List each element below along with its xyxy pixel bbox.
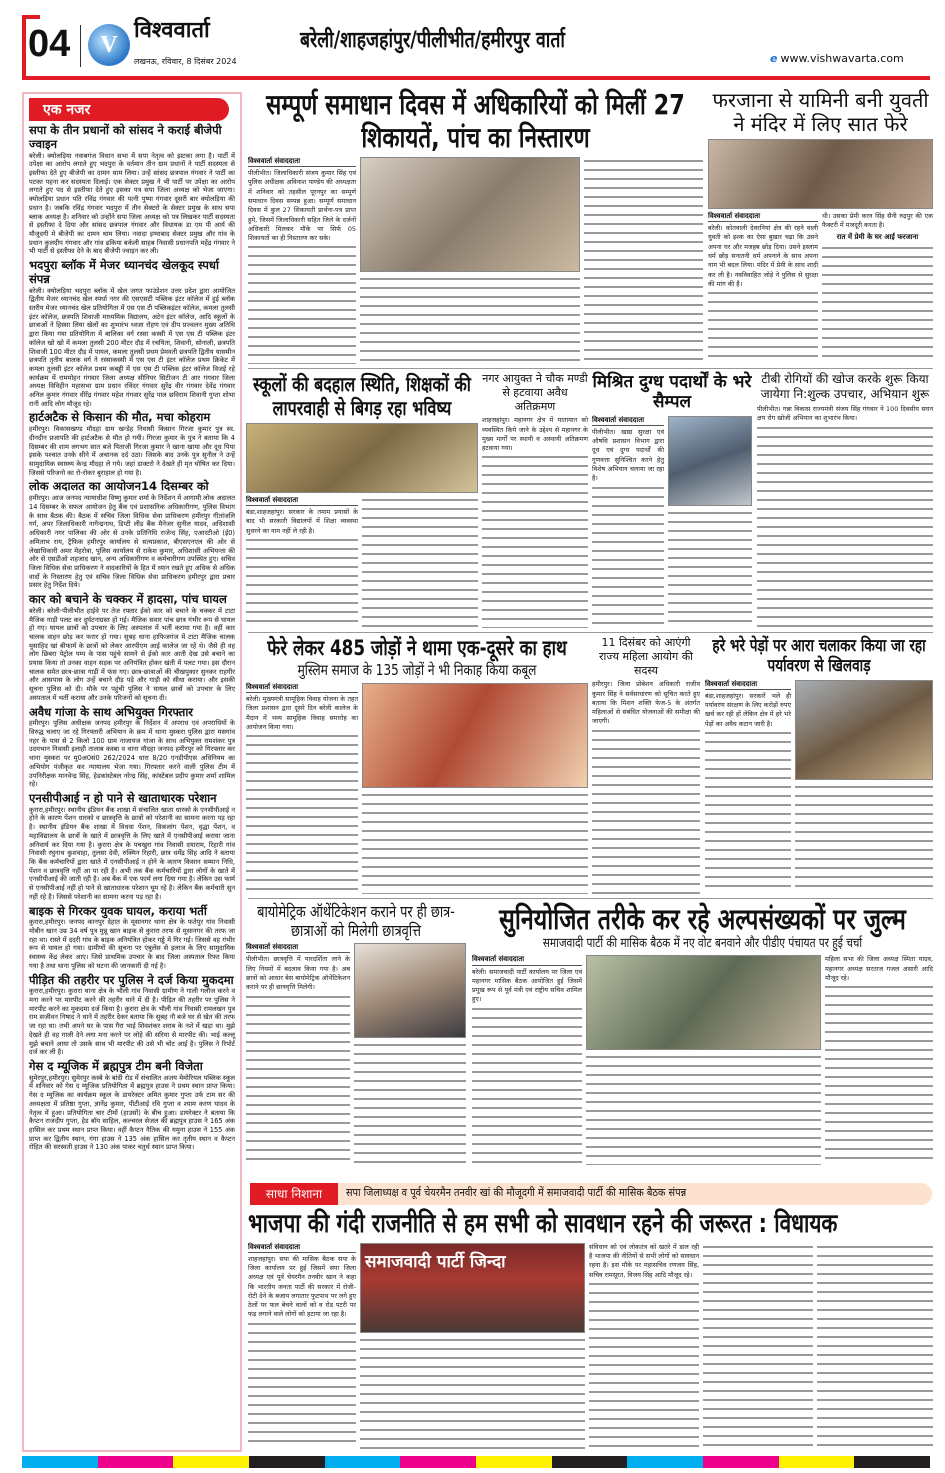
marriage-story — [246, 636, 588, 894]
byline: विश्ववार्ता संवाददाता — [592, 416, 664, 426]
main-headline: सम्पूर्ण समाधान दिवस में अधिकारियों को मिलीं 27 शिकायतें, पांच का निस्तारण — [266, 88, 685, 155]
ek-nazar-column — [22, 92, 242, 1452]
brief-body: हमीरपुर। आज जनपद न्यायाधीश विष्णु कुमार शर्मा के निर्देशन में आगामी लोक अदालत 14 दिसम्बर के सफल आयोजन हेतु बैंक एवं प्रशासनिक अधिकारीगण, पुलिस विभाग के साथ बैठक की। बैठक में सचिव जिला विधिक सेवा प्राधिकरण हमीरपुर गीतांजलि गर्ग, अपर जिलाधिकारी नागेन्द्रनाथ, डिप्टी लीड बैंक मैनेजर सुनील यादव, अधिशासी अधिकारी नगर पालिका की ओर से उनके प्रतिनिधि राजेन्द सिंह, एआरटीओ (ई0) अमिताभ राय, ट्रैफिक हमीरपुर कार्यालय से सत्यप्रकाश, बीएसएनएल की ओर से लेखाधिकारी अमर मेहरोत्रा, पुलिस कार्यालय से राकेश कुमार, अधिशासी अभियन्ता की ओर से एसडीओ शहजाद खान, अन्य अधिकारीगण व कर्मचारीगण उपस्थित हुए। सचिव जिला विधिक सेवा प्राधिकरण ने वादकारियों के हित में ध्यान रखते हुए अधिक से अधिक वादों के निस्तारण हेतु एवं सचिव जिला विधिक सेवा प्राधिकरण हमीरपुर द्वारा प्रचार प्रसार हेतु निर्देश दिये। — [29, 494, 235, 590]
marriage-lead: बरेली। मुख्यमंत्री सामूहिक विवाह योजना के तहत जिला प्रशासन द्वारा दूसरे दिन बरेली कालेज के मैदान में भव्य सामूहिक विवाह समारोह का आयोजन किया गया। — [246, 695, 358, 731]
byline: विश्ववार्ता संवाददाता — [246, 683, 358, 693]
byline: विश्ववार्ता संवाददाता — [472, 955, 582, 965]
marriage-text — [362, 791, 588, 894]
minorities-subheadline: समाजवादी पार्टी की मासिक बैठक में नए वोट बनवाने और पीडीए पंचायत पर हुई चर्चा — [542, 936, 863, 952]
website-link[interactable] — [770, 52, 904, 65]
divider — [80, 25, 81, 67]
brief-body: सुमेरपुर,हमीरपुर। सुमेरपुर कस्बे के बांदी रोड में संचालित अजय मेमोरियल पब्लिक स्कूल में शनिवार को गेस द म्यूजिक प्रतियोगिता में ब्रह्मपुत्र हाउस ने प्रथम स्थान प्राप्त किया। गेस द म्यूजिक का कार्यक्रम स्कूल के डायरेक्टर अमित कुमार गुप्ता उर्फ टाम सर की अध्यक्षता में प्रतिष्ठा गुप्ता, ज्ञानेंद्र कुमार, पीटीआई रवि गुप्ता व श्याम करण यादव के नेतृत्व में हुआ। प्रतियोगिता चार टीमों (हाउसों) के बीच हुआ। डायरेक्टर ने बताया कि कैप्टन राजदीप गुप्ता, हेड बॉय साहिल, कल्चरल सेजल की ब्रह्मपुत्र हाउस ने 165 अंक हासिल कर प्रथम स्थान प्राप्त किया। वहीं कैप्टन नैतिक की यमुना हाउस ने 155 अंक प्राप्त कर द्वितीय स्थान, गंगा हाउस ने 135 अंक हासिल कर तृतीय स्थान व कैप्टन रोहित की सरस्वती हाउस ने 130 अंक पाकर चतुर्थ स्थान प्राप्त किया। — [29, 1073, 235, 1152]
byline: विश्ववार्ता संवाददाता — [246, 496, 358, 506]
biometric-text — [354, 1041, 466, 1165]
minorities-text — [586, 1053, 821, 1165]
tb-story — [757, 372, 933, 628]
farzana-subhead: रात में प्रेमी के घर आई फरजाना — [836, 232, 919, 241]
brief-body: कुरारा,हमीरपुर। स्थानीय इंडियन बैंक शाखा में संचालित खाता धारको के एनसीपीआई न होने के कारण पेंशन धारको व छात्रवृत्ति के छात्रों को परेशानी का सामना करना पड़ रहा है। स्थानीय इंडियन बैंक शाखा में विधवा पेंशन, विकलांग पेंशन, वृद्धा पेंशन, व महाविद्यालय के छात्रों के खाते में छात्रवृत्ति के लिए खाते में एनसीपीआई कराया जाना अनिवार्य कर दिया गया है। कुरारा क्षेत्र के पचखुरा गांव निवासी दयाराम, रिहारी गांव निवासी रघुनाथ कुशवाहा, तुलसा देवी, रुक्मिन रिहारी, छात्र धर्मेंद्र सिंह आदि ने बताया कि बैंक कर्मचारियों द्वारा खाते में एनसीपीआई न होने के कारण किसान सम्मान निधि, पेंशन व छात्रवृत्ति नहीं आ पा रही है। अभी तक बैंक कर्मचारियों द्वारा लोगों के खाते में एनसीपीआई की जाती रही है। अब बैंक में एक फार्म लगा दिया गया है। लेकिन उस फार्म से एनसीपीआई नहीं हो पाने से खाताधारक परेशान घूम रहे है। लेकिन बैंक कर्मचारी सुन नहीं रहे है। जिससे परेशानी का सामना करना पड़ रहा है। — [29, 805, 235, 901]
schools-text — [362, 496, 478, 628]
nagar-story — [482, 372, 588, 628]
brief-headline: पीड़ित की तहरीर पर पुलिस ने दर्ज किया मुकदमा — [29, 972, 234, 987]
brief-headline: अवैध गांजा के साथ अभियुक्त गिरफ्तार — [29, 704, 193, 719]
biometric-lead: पीलीभीत। छात्रवृत्ति में पारदर्शिता लाने के लिए नियमों में बदलाव किया गया है। अब छात्रों को आधार बेस बायोमेट्रिक ऑथेंटिकेशन कराने पर ही छात्रवृत्ति मिलेगी। — [246, 955, 350, 992]
milk-headline: मिश्रित दुग्ध पदार्थों के भरे सैम्पल — [592, 372, 752, 413]
brief-body: बरेली। क्योलड़िया नवाबगंज विधान सभा में सपा नेतृत्व को झटका लगा है। पार्टी में उपेक्षा का आरोप लगाते हुए भदपुरा के वर्तमान तीन ग्राम प्रधानों ने पार्टी सदस्यता से इस्तीफा देते हुए बीजेपी का दामन थाम लिया। उन्हें सांसद छत्रपाल गंगवार ने पार्टी का पटका पहना कर सदस्यता दिलाई। एक सेक्टर प्रमुख ने भी पार्टी पर उपेक्षा का आरोप लगाते हुए पद से इस्तीफा देते हुए इसका पत्र सपा जिला अध्यक्ष को भेजा जाएगा। क्योलड़िया प्रधान पति रविंद्र गंगवार की पत्नी पुष्पा गंगवार दूसरी बार क्योलड़िया की प्रधान है। जबकि रविंद्र गंगवार भदपुरा में तीन सेक्टरो के सेक्टर प्रमुख के साथ सपा ब्लाक अध्यक्ष है। शनिवार को उन्होंने सपा जिला अध्यक्ष को पत्र लिखकर पार्टी सदस्यता से इस्तीफा दे दिया और सांसद छत्रपाल गंगवार और विधायक डा एम पी आर्य की मौजूदगी मे बीजेपी का दामन थाम लिया। नवादा इग्माबाद सेक्टर प्रमुख और गांव के प्रधान कुलदीप गंगवार और गांव ढकिया बर्कली साहब निवासी प्रधानपति महेंद्र गंगवार ने भी पार्टी से इस्तीफा देने के बाद बीजेपी ज्वाइन कर ली। — [29, 151, 235, 256]
marriage-headline: फेरे लेकर 485 जोड़ों ने थामा एक-दूसरे का हाथ — [267, 636, 567, 660]
bottom-lead: शाहजहांपुर। सपा की मासिक बैठक सपा के जिला कार्यालय पर हुई जिसमें सपा जिला अध्यक्ष एवं पूर्व चेयरमैन तनवीर खान ने कहा कि भारतीय जनता पार्टी की सरकार में रोजी-रोटी देने के बजाय लगातार फुटपाथ पर लगे हुए ठेलों पर फल बेचने वालों को व रोड पटरी पर फड़ लगाने वाले लोगों को हटाया जा रहा है। — [248, 1254, 356, 1319]
brief-headline: हार्टअटैक से किसान की मौत, मचा कोहराम — [29, 410, 211, 425]
column-label: एक नजर — [29, 98, 229, 121]
website-text: www.vishwavarta.com — [780, 52, 904, 65]
biometric-headline: बायोमेट्रिक ऑथेंटिकेशन कराने पर ही छात्र-छात्राओं को मिलेगी छात्रवृत्ति — [257, 902, 455, 941]
byline: विश्ववार्ता संवाददाता — [248, 157, 356, 167]
commission-story — [592, 636, 700, 894]
milk-sampling-photo — [668, 416, 752, 506]
main-story-photo — [360, 157, 580, 272]
schools-headline: स्कूलों की बदहाल स्थिति, शिक्षकों की लापरवाही से बिगड़ रहा भविष्य — [253, 372, 471, 420]
brief-headline: गेस द म्यूजिक में ब्रह्मपुत्र टीम बनी विजेता — [29, 1058, 203, 1073]
commission-lead: हमीरपुर। जिला प्रोबेशन अधिकारी राजीव कुमार सिंह ने सर्वसाधारण को सूचित करते हुए बताया कि मिशन शक्ति फेज-5 के अंतर्गत महिलाओं से संबंधित योजनाओं की समीक्षा की जाएगी। — [592, 680, 700, 726]
kicker-text: सपा जिलाध्यक्ष व पूर्व चेयरमैन तनवीर खां की मौजूदगी में समाजवादी पार्टी की मासिक बैठक संपन्न — [346, 1186, 687, 1199]
brief-headline: सपा के तीन प्रधानों को सांसद ने कराई बीजेपी ज्वाइन — [29, 123, 222, 151]
minorities-headline: सुनियोजित तरीके कर रहे अल्पसंख्यकों पर जुल्म — [499, 902, 906, 936]
section-title: बरेली/शाहजहांपुर/पीलीभीत/हमीरपुर वार्ता — [300, 28, 565, 53]
commission-headline: 11 दिसंबर को आएंगी राज्य महिला आयोग की सदस्य — [598, 636, 694, 677]
farzana-text — [822, 244, 933, 364]
brief-headline: एनसीपीआई न हो पाने से खाताधारक परेशान — [29, 790, 217, 805]
divider — [248, 632, 933, 633]
sp-rally-photo — [360, 1243, 585, 1333]
divider — [248, 898, 933, 899]
bottom-story — [248, 1209, 933, 1449]
bottom-text — [360, 1336, 585, 1449]
main-story-lead: पीलीभीत। जिलाधिकारी संजय कुमार सिंह एवं पुलिस अधीक्षक अविनाश पाण्डेय की अध्यक्षता में शनिवार को तहसील पूरनपुर का सम्पूर्ण समाधान दिवस सम्पन्न हुआ। सम्पूर्ण समाधान दिवस में कुल 27 शिकायती प्रार्थना-पत्र प्राप्त हुये, जिसमें जिलाधिकारी सहित जिले के दर्जनों अधिकारी मिलकर मौके पर सिर्फ 05 शिकायतों का ही निस्तारण कर सके। — [248, 169, 356, 243]
main-story-text — [248, 243, 356, 364]
tb-headline: टीबी रोगियों की खोज करके शुरू किया जायेगा नि:शुल्क उपचार, अभियान शुरू — [760, 372, 930, 401]
brief-body: हमीरपुर। पुलिस अधीक्षक जनपद हमीरपुर के निर्देशन में अपराध एवं अपराधियों के विरुद्ध चलाए जा रहे गिरफ्तारी अभियान के क्रम में थाना मुस्करा पुलिस द्वारा मसगांव नहर के पास से 2 किलो 100 ग्राम नाजायज गांजा के साथ अभियुक्त रामशंकर पुत्र उदयभान निवासी इलाही तालाब कस्बा व थाना मौदहा जनपद हमीरपुर को गिरफ्तार कर थाना मुस्करा पर मु0अ0सं0 262/2024 धारा 8/20 एनडीपीएस अधिनियम का अभियोग पंजीकृत कर न्यायालय भेजा गया। गिरफ्तार करने वाली पुलिस टीम में उपनिरीक्षक मानवेन्द्र सिंह, हेडकांस्टेबल नरेन्द्र सिंह, कांस्टेबल प्रदीप कुमार शर्मा शामिल रहे। — [29, 719, 235, 789]
brief-headline: कार को बचाने के चक्कर में हादसा, पांच घायल — [29, 592, 227, 607]
tb-lead: पीलीभीत। गन्ना विकास राज्यमंत्री संजय सिंह गंगवार ने 100 दिवसीय सघन क्षय रोग खोजी अभियान का शुभारंभ किया। — [757, 405, 933, 423]
byline: विश्ववार्ता संवाददाता — [708, 212, 818, 222]
schools-story — [246, 372, 478, 628]
minorities-lead: बरेली। समाजवादी पार्टी कार्यालय पर जिला एवं महानगर मासिक बैठक आयोजित हुई जिसमें प्रमुख रूप से पूर्व मंत्री एवं राष्ट्रीय सचिव शामिल हुए। — [472, 967, 582, 1004]
sp-meeting-photo — [586, 955, 821, 1050]
brief-body: बरेली। बरेली-पीलीभीत हाईवे पर तेज रफ्तार ईको कार को बचाने के चक्कर में टाटा मैजिक गाड़ी पलट कर दुर्घटनाग्रस्त हो गई। मैजिक सवार पांच छात्र गंभीर रूप से घायल हो गए। घायल छात्रों को उपचार के लिए अस्पताल में भर्ती कराया गया है। वहीं कार चालक वाहन छोड़ कर फरार हो गया। सुबह थाना हाफिजगंज में टाटा मैजिक चालक मुसाहिद खां बीफार्म के छात्रों को लेकर आरपीएम आई कालेज जा रहे थे। जैसे ही वह लोग छिबरा पेट्रोल पम्प के पास पहुंचे सामने से ईको कार आती देख उसे बचाने का प्रयास किया तो उनका वाहन सड़क पर अनियंत्रित होकर खंती में पलट गया। इस दौरान चालक समेत छात्र-छात्रा गाड़ी में फंस गए। छात्र-छात्राओं की चीखपुकार सुनकर राहगीर और आसपास के लोग उन्हें बचाने दौड़ पड़े और गाड़ी को सीधा कराया। और इसकी सूचना पुलिस को दी। मौके पर पहुंची पुलिस ने घायल छात्रों को उपचार के लिए अस्पताल में भर्ती कराया और उनके परिजनों को सूचना दी। — [29, 606, 235, 702]
official-portrait-photo — [354, 943, 466, 1038]
bottom-text — [817, 1243, 933, 1449]
biometric-story — [246, 902, 466, 1165]
trees-lead: बंडा,शाहजहांपुर। सरकारें भले ही पर्यावरण संरक्षण के लिए करोड़ों रुपए खर्च कर रही हों लेकिन क्षेत्र में हरे भरे पेड़ों का अवैध कटान जारी है। — [705, 691, 791, 728]
brief-body: कुरारा,हमीरपुर। जनपद कानपुर देहात के मूसानगर थाना क्षेत्र के फतेपुर गांव निवासी मोबीन खान उम्र 34 वर्ष पुत्र मुन्नू खान बाइक से कुरारा तरफ से मूसानगर की तरफ जा रहा था। रास्ते में ददरी गांव के बाइक अनियंत्रित होकर गड्ढे में गिर गई। जिससे वह गंभीर रूप से घायल हो गया। ग्रामीणों की सूचना पर एंबुलेंस से इलाज के लिए सामुदायिक स्वास्थ्य केंद्र लेकर आए। जिसे प्राथमिक उपचार के बाद जिला अस्पताल रिफर किया गया है तथा थाना पुलिस को घटना की जानकारी दी गई है। — [29, 918, 235, 970]
main-story-text — [584, 157, 703, 364]
brief-body: हमीरपुर। विकासखण्ड मौदहा ग्राम खन्डेह निवासी किसान गिरजा कुमार पुत्र स्व. दीनदीन प्रजापति की हार्टअटैक से मौत हो गयी। गिरजा कुमार के पुत्र ने बताया कि 4 दिसम्बर की शाम लगभग सात बजे पिताजी गिरजा कुमार ने खाना खाया और दूध पिया इसके पश्चात उनके सीने में अचानक दर्द उठा। जिसके बाद उनके पुत्र सुनील ने उन्हें सामुदायिक स्वास्थ्य केन्द्र मौदहा ले गये। जहां डाक्टरो ने देखते ही मृत घोषित कर दिया। जिससे परिजनो का रो-रोकर बुराहाल हो गया है। — [29, 425, 235, 477]
bottom-text — [703, 1243, 813, 1449]
milk-lead: पीलीभीत। खाद्य सुरक्षा एवं औषधि प्रशासन विभाग द्वारा दूध एवं दुग्ध पदार्थों की गुणवत्ता सुनिश्चित करने हेतु विशेष अभियान चलाया जा रहा है। — [592, 427, 664, 483]
brief-headline: भदपुरा ब्लॉक में मेजर ध्यानचंद खेलकूद स्पर्धा संपन्न — [29, 258, 219, 286]
minorities-lead-2: महिला सभा की जिला अध्यक्ष स्मिता यादव, महानगर अध्यक्ष सरताज गजल अंसारी आदि मौजूद रहे। — [825, 955, 933, 983]
milk-story — [592, 372, 752, 628]
cut-trees-photo — [795, 680, 933, 780]
schools-lead: बंडा,शाहजहांपुर। सरकार के तमाम प्रयासों के बाद भी सरकारी विद्यालयों में शिक्षा व्यवस्था सुधरने का नाम नहीं ले रही है। — [246, 508, 358, 535]
trees-text — [795, 783, 933, 894]
farzana-headline: फरजाना से यामिनी बनी युवती ने मंदिर में लिए सात फेरे — [712, 88, 929, 136]
header-rule — [22, 76, 930, 80]
farzana-lead-2: थी। उसका प्रेमी करन सिंह सैनी रुद्रपुर की एक फैक्टरी में मजदूरी करता है। — [822, 212, 933, 230]
nagar-lead: शाहजहांपुर। महानगर क्षेत्र में यातायात को व्यवस्थित किये जाने के उद्देश्य से महानगर के मुख्य मार्गों पर स्थायी व अस्थायी अतिक्रमण हटवाया गया। — [482, 416, 588, 453]
bottom-headline: भाजपा की गंदी राजनीति से हम सभी को सावधान रहने की जरूरत : विधायक — [248, 1209, 838, 1239]
photo-banner-text: समाजवादी पार्टी जिन्दा — [365, 1251, 506, 1272]
main-story-text — [360, 275, 580, 364]
byline: विश्ववार्ता संवाददाता — [246, 943, 350, 953]
milk-text — [668, 509, 752, 628]
farzana-lead: बरेली। कोतवाली देवरनियां क्षेत्र की रहने वाली युवती को इश्क का ऐसा बुखार चढ़ा कि उसने अपना घर और मजहब छोड़ दिया। उसने इस्लाम धर्म छोड़ सनातनी धर्म अपनाने के साथ अपना नाम भी बदल लिया। मंदिर में प्रेमी के साथ शादी कर ली है। नवविवाहित जोड़े ने पुलिस से सुरक्षा की मांग की है। — [708, 224, 818, 288]
nagar-headline: नगर आयुक्त ने चौक मण्डी से हटवाया अवैध अतिक्रमण — [482, 372, 588, 413]
color-registration-bar — [22, 1456, 930, 1468]
dateline: लखनऊ, रविवार, 8 दिसंबर 2024 — [134, 57, 237, 66]
wedding-photo — [708, 139, 933, 209]
minorities-story — [472, 902, 933, 1165]
brief-body: बरेली। क्योलड़िया भदपुरा ब्लॉक में खेल जगत फाउंडेशन उत्तर प्रदेश द्वारा आयोजित द्वितीय मेजर ध्यानचंद खेल स्पर्धा नगर की एसएसटी पब्लिक इंटर कॉलेज में हुई ब्लॉक स्तरीय मेजर ध्यानचंद खेल प्रतियोगिता में एस एस टी पब्लिकइंटर कॉलेज, कमला तुलसी इंटर कॉलेज, छत्रपति शिवाजी माध्यमिक विद्यालय, अटेन इंटर कॉलेज, आदि स्कूलों के छात्राओं ने हिस्सा लिया खेलों का शुभारंभ ध्वजा रोहण एवं दीप प्रज्वलन मुख्य अतिथि द्वारा किया गया प्रतियोगिता में बालिका वर्ग रस्सा कस्सी में एस एस टी पब्लिक इंटर कॉलेज खो खो में कमला तुलसी 200 मीटर दौड़ में रचयिता, शिवानी, सोनाली, छत्रपति शिवाजी 100 मीटर दौड़ में पायल, कमला तुलसी प्रथम प्रेमवती छत्रपति द्वितीय यासमीन छत्रपति तृतीय बालक वर्ग ने रस्साकस्सी में एस एस टी इंटर कॉलेज प्रथम क्रिकेट में कमला तुलसी इंटर कॉलेज प्रथम कबड्डी में एस एस टी पब्लिक इंटर कॉलेज विजई रहे कार्यक्रम में राममोहन गंगवार जिला अध्यक्ष सीनियर सिटीजन टी आर गंगवार जिला अध्यक्ष विविहीन महासभा ग्राम प्रधान रविंदर गंगवार सुरेंद्र वीर गंगवार देवेंद्र गंगवार अनिल कुमार गंगवार वीरेंद्र गंगवार महेश गंगवार सुरेंद्र पाल छविराम शिवानी गुप्ता शोभा रानी आदि लोग मौजूद रहे। — [29, 286, 235, 408]
bottom-lead-2: संविधान को एवं लोकतंत्र को खतरे में डाल रही है भाजपा की नीतियों से सभी लोगों को सावधान रहना है। इस मौके पर महासचिव रणजय सिंह, सचिव रामसूरत, विजय सिंह आदि मौजूद रहे। — [589, 1242, 699, 1279]
brand-logo-icon: V — [88, 24, 130, 66]
mass-wedding-photo — [362, 683, 588, 788]
byline: विश्ववार्ता संवाददाता — [705, 680, 791, 690]
divider — [248, 368, 933, 369]
school-photo — [246, 423, 478, 493]
marriage-subheadline: मुस्लिम समाज के 135 जोड़ों ने भी निकाह किया कबूल — [297, 661, 537, 680]
browser-icon: e — [770, 52, 778, 65]
brief-body: कुरारा,हमीरपुर। कुरारा थाना क्षेत्र के भौली गांव निवासी ग्रामीण ने गाली गलौज करने व मना करने पर मारपीट करने की तहरीर थाने में दी है। पीड़ित की तहरीर पर पुलिस ने मारपीट करने का मुकदमा दर्ज किया है। कुरारा क्षेत्र के भौली गांव निवासी रामलखन पुत्र राम सजीवन निषाद ने थाने में तहरीर देकर बताया कि सुबह नौ बजे घर से खेत की तरफ जा रहा था। तभी अपने घर के पास गैरा भाई शिवशंकर शराब के नशे में खड़ा था। मुझे देखते ही वह गाली देने लगा मना करने पर लोहे की सरिया से मारपीट की। भाई कल्लू मुझे बचाने आया तो उसके साथ भी मारपीट की उसे भी चोट आई है। पुलिस ने रिपोर्ट दर्ज कर ली है। — [29, 987, 235, 1057]
trees-story — [705, 636, 933, 894]
page-number: 04 — [28, 23, 71, 65]
main-story — [248, 88, 703, 364]
kicker-tag: साधा निशाना — [250, 1183, 338, 1205]
trees-headline: हरे भरे पेड़ों पर आरा चलाकर किया जा रहा पर्यावरण से खिलवाड़ — [712, 636, 926, 677]
byline: विश्ववार्ता संवाददाता — [248, 1243, 356, 1253]
farzana-story — [708, 88, 933, 364]
brief-headline: बाइक से गिरकर युवक घायल, कराया भर्ती — [29, 903, 207, 918]
brand-name: विश्ववार्ता — [134, 18, 210, 43]
brief-headline: लोक अदालत का आयोजन14 दिसम्बर को — [29, 479, 209, 494]
